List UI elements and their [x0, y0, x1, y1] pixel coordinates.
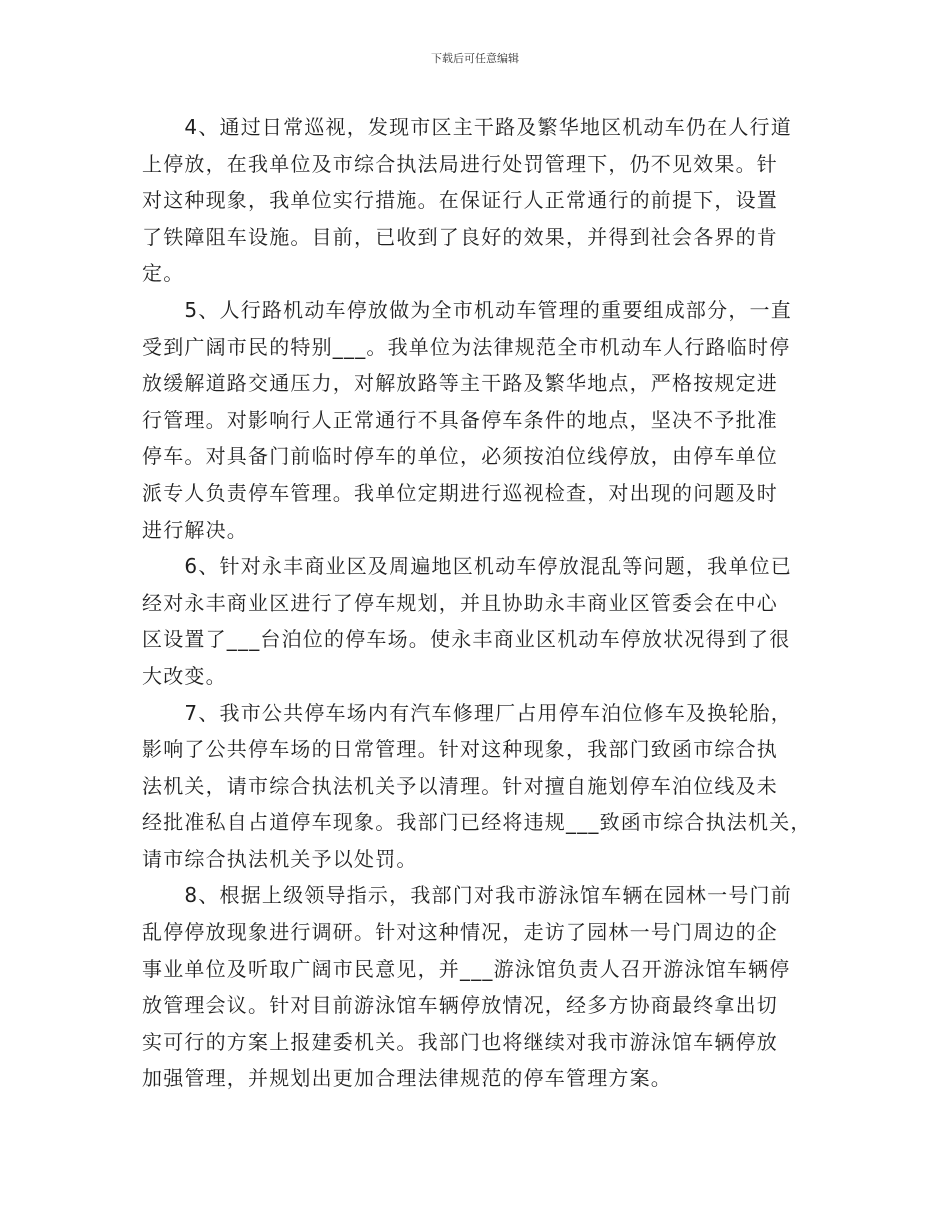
paragraph-item-5: [142, 292, 814, 548]
text-line: 事业单位及听取广阔市民意见，并___游泳馆负责人召开游泳馆车辆停: [142, 956, 791, 981]
text-line: 5、人行路机动车停放做为全市机动车管理的重要组成部分，一直: [142, 297, 792, 322]
text-line: 6、针对永丰商业区及周遍地区机动车停放混乱等问题，我单位已: [142, 554, 792, 579]
text-line: 派专人负责停车管理。我单位定期进行巡视检查，对出现的问题及时: [142, 480, 778, 505]
text-line: 进行解决。: [142, 517, 248, 542]
text-line: 请市综合执法机关予以处罚。: [142, 846, 418, 871]
text-line: 影响了公共停车场的日常管理。针对这种现象，我部门致函市综合执: [142, 737, 778, 762]
text-line: 8、根据上级领导指示，我部门对我市游泳馆车辆在园林一号门前: [142, 883, 792, 908]
paragraph-item-6: [142, 548, 814, 694]
text-line: 定。: [142, 261, 185, 286]
text-line: 了铁障阻车设施。目前，已收到了良好的效果，并得到社会各界的肯: [142, 224, 778, 249]
paragraph-item-4: [142, 109, 814, 292]
text-line: 受到广阔市民的特别___。我单位为法律规范全市机动车人行路临时停: [142, 334, 791, 359]
paragraph-item-7: [142, 695, 814, 878]
text-line: 法机关，请市综合执法机关予以清理。针对擅自施划停车泊位线及未: [142, 773, 778, 798]
text-line: 经批准私自占道停车现象。我部门已经将违规___致函市综合执法机关，: [142, 810, 812, 835]
text-line: 放缓解道路交通压力，对解放路等主干路及繁华地点，严格按规定进: [142, 371, 778, 396]
text-line: 4、通过日常巡视，发现市区主干路及繁华地区机动车仍在人行道: [142, 115, 792, 139]
text-line: 上停放，在我单位及市综合执法局进行处罚管理下，仍不见效果。针: [142, 151, 778, 176]
text-line: 对这种现象，我单位实行措施。在保证行人正常通行的前提下，设置: [142, 188, 778, 213]
text-line: 经对永丰商业区进行了停车规划，并且协助永丰商业区管委会在中心: [142, 590, 778, 615]
text-line: 行管理。对影响行人正常通行不具备停车条件的地点，坚决不予批准: [142, 407, 778, 432]
text-line: 实可行的方案上报建委机关。我部门也将继续对我市游泳馆车辆停放: [142, 1029, 778, 1054]
document-body: [142, 109, 814, 1097]
text-line: 停车。对具备门前临时停车的单位，必须按泊位线停放，由停车单位: [142, 444, 778, 469]
text-line: 大改变。: [142, 663, 227, 688]
text-line: 放管理会议。针对目前游泳馆车辆停放情况，经多方协商最终拿出切: [142, 993, 778, 1018]
text-line: 7、我市公共停车场内有汽车修理厂占用停车泊位修车及换轮胎，: [142, 700, 792, 725]
text-line: 区设置了___台泊位的停车场。使永丰商业区机动车停放状况得到了很: [142, 627, 791, 652]
paragraph-item-8: [142, 877, 814, 1097]
page-header-note: 下载后可任意编辑: [431, 52, 519, 65]
text-line: 乱停停放现象进行调研。针对这种情况，走访了园林一号门周边的企: [142, 920, 778, 945]
text-line: 加强管理，并规划出更加合理法律规范的停车管理方案。: [142, 1066, 672, 1091]
